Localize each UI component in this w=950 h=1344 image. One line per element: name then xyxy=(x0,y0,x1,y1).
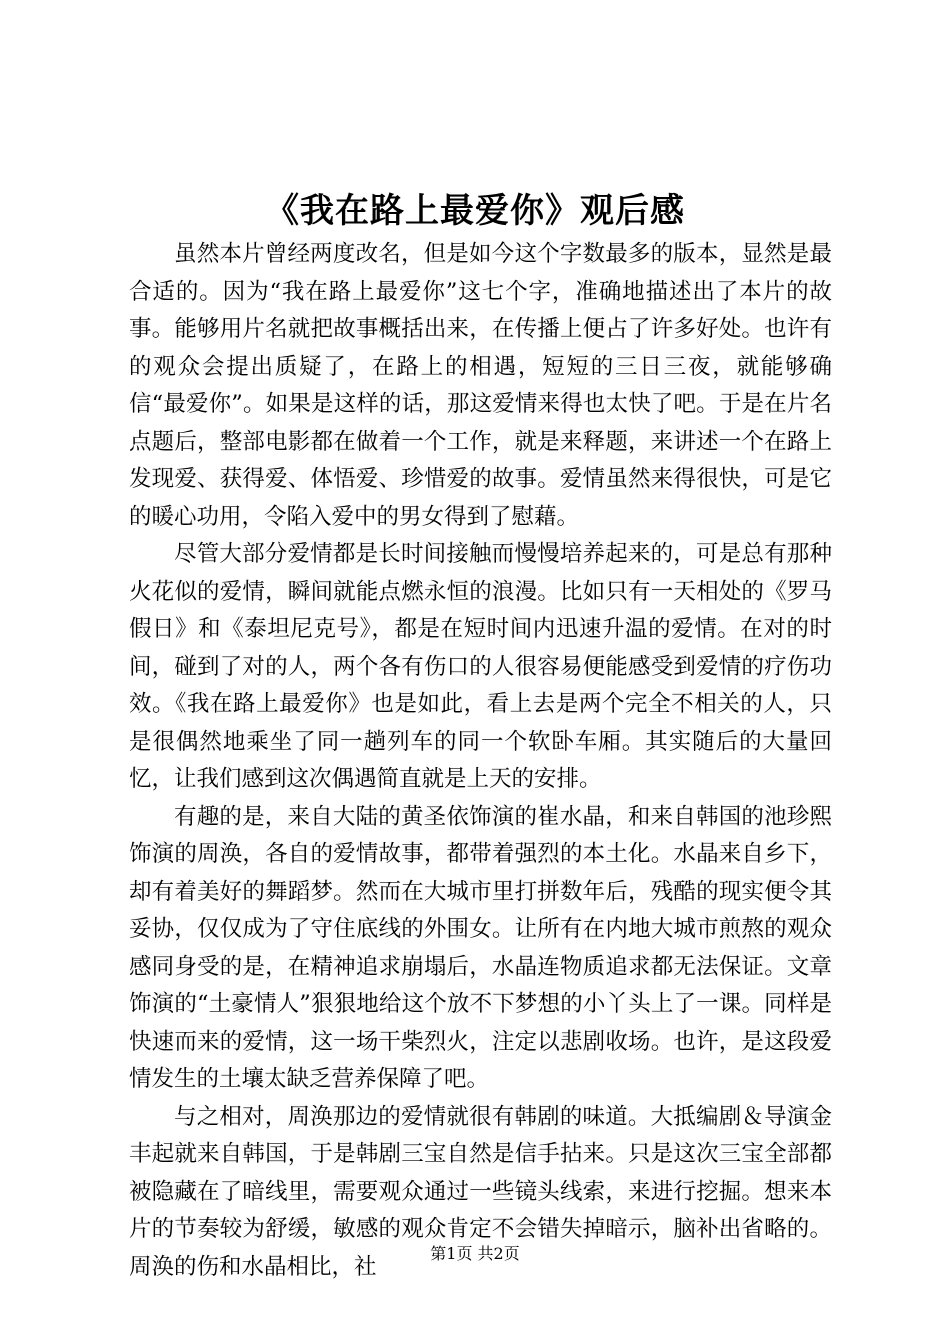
paragraph-3: 有趣的是，来自大陆的黄圣依饰演的崔水晶，和来自韩国的池珍熙饰演的周涣，各自的爱情故事，都带着强烈的本土化。水晶来自乡下，却有着美好的舞蹈梦。然而在大城市里打拼数年后，残酷的现实便令其妥协，仅仅成为了守住底线的外围女。让所有在内地大城市煎熬的观众感同身受的是，在精神追求崩塌后，水晶连物质追求都无法保证。文章饰演的“土豪情人”狠狠地给这个放不下梦想的小丫头上了一课。同样是快速而来的爱情，这一场干柴烈火，注定以悲剧收场。也许，是这段爱情发生的土壤太缺乏营养保障了吧。 xyxy=(129,803,832,1092)
document-body xyxy=(129,236,832,1286)
paragraph-4: 与之相对，周涣那边的爱情就很有韩剧的味道。大抵编剧＆导演金丰起就来自韩国，于是韩剧三宝自然是信手拈来。只是这次三宝全部都被隐藏在了暗线里，需要观众通过一些镜头线索，来进行挖掘。想来本片的节奏较为舒缓，敏感的观众肯定不会错失掉暗示，脑补出省略的。周涣的伤和水晶相比，社 xyxy=(129,1103,832,1280)
paragraph-1: 虽然本片曾经两度改名，但是如今这个字数最多的版本，显然是最合适的。因为“我在路上最爱你”这七个字，准确地描述出了本片的故事。能够用片名就把故事概括出来，在传播上便占了许多好处。也许有的观众会提出质疑了，在路上的相遇，短短的三日三夜，就能够确信“最爱你”。如果是这样的话，那这爱情来得也太快了吧。于是在片名点题后，整部电影都在做着一个工作，就是来释题，来讲述一个在路上发现爱、获得爱、体悟爱、珍惜爱的故事。爱情虽然来得很快，可是它的暖心功用，令陷入爱中的男女得到了慰藉。 xyxy=(129,241,832,530)
document-title: 《我在路上最爱你》观后感 xyxy=(265,191,685,231)
paragraph-2: 尽管大部分爱情都是长时间接触而慢慢培养起来的，可是总有那种火花似的爱情，瞬间就能点燃永恒的浪漫。比如只有一天相处的《罗马假日》和《泰坦尼克号》，都是在短时间内迅速升温的爱情。在对的时间，碰到了对的人，两个各有伤口的人很容易便能感受到爱情的疗伤功效。《我在路上最爱你》也是如此，看上去是两个完全不相关的人，只是很偶然地乘坐了同一趟列车的同一个软卧车厢。其实随后的大量回忆，让我们感到这次偶遇简直就是上天的安排。 xyxy=(129,541,832,792)
page-number-footer: 第1页 共2页 xyxy=(430,1244,520,1263)
